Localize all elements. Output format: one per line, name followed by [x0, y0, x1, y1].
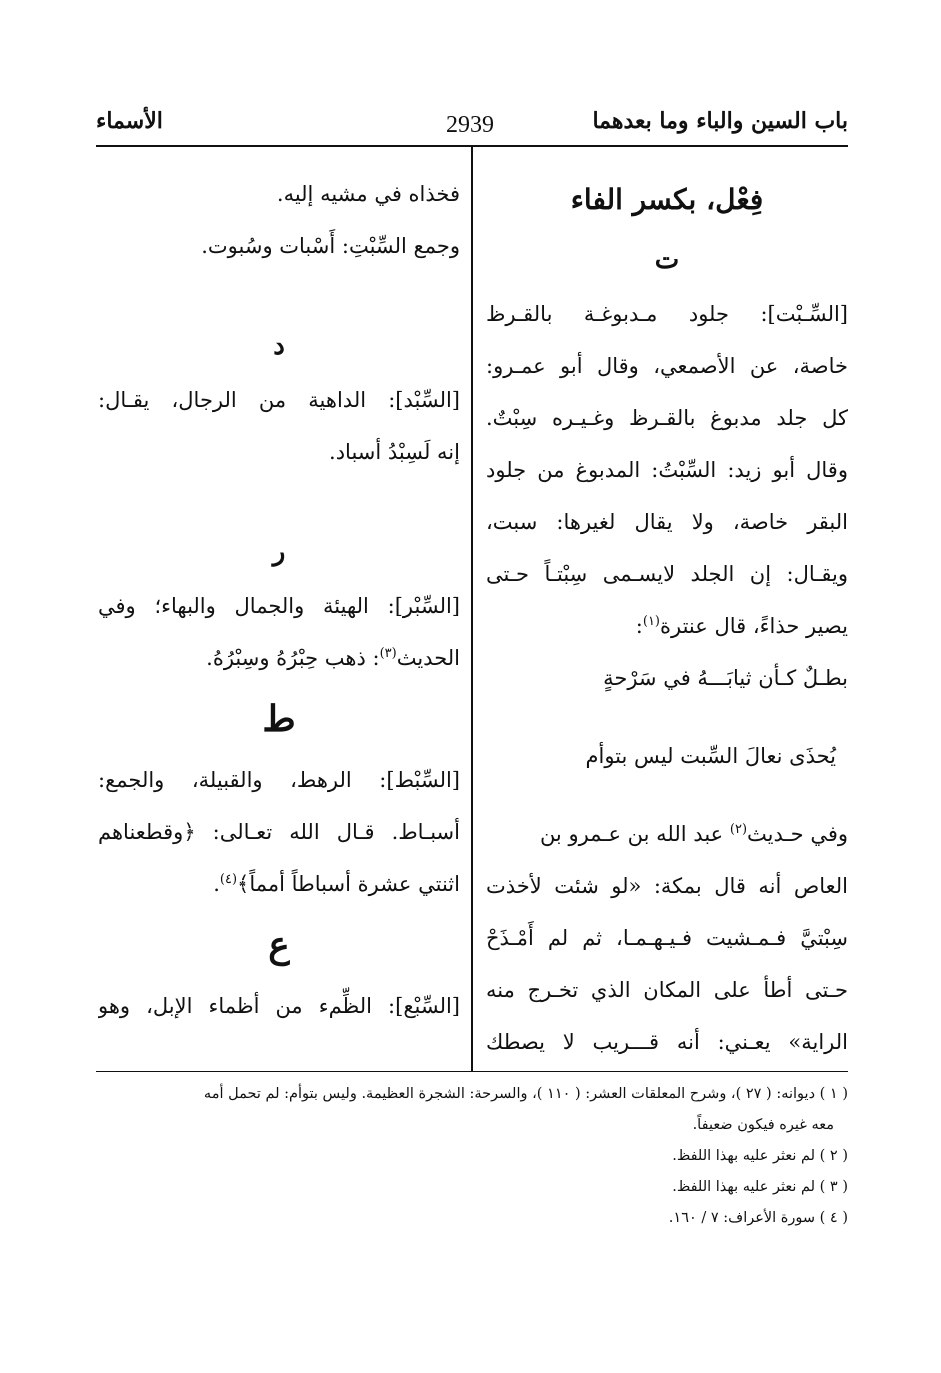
section-title: الأسماء	[96, 108, 163, 134]
left-column	[98, 168, 460, 1032]
text-line: [السِّبْط]: الرهط، والقبيلة، والجمع:	[98, 768, 460, 792]
text-line	[486, 808, 848, 860]
text-line: حـتى أطأ على المكان الذي تخـرج منه	[486, 978, 848, 1002]
line-text: وفي حـديث	[747, 822, 848, 846]
line-text: عبد الله بن عـمرو بن	[539, 822, 724, 846]
colon: :	[635, 614, 643, 638]
column-separator	[471, 146, 473, 1072]
spacer	[486, 704, 848, 730]
text-line: ويقـال: إن الجلد لايسـمى سِبْتـاً حـتى	[486, 562, 848, 586]
footnote-4: ( ٤ ) سورة الأعراف: ٧ / ١٦٠.	[668, 1210, 848, 1226]
text-line: خاصة، عن الأصمعي، وقال أبو عمـرو:	[486, 354, 848, 378]
text-line	[98, 858, 460, 910]
text-line: وقال أبو زيد: السِّبْتُ: المدبوغ من جلود	[486, 458, 848, 482]
footnote-ref: (٤)	[219, 872, 238, 887]
chapter-title: باب السين والباء وما بعدهما	[592, 108, 848, 134]
footnote-ref: (٣)	[379, 646, 397, 661]
spacer	[486, 782, 848, 808]
text-line: إنه لَسِبْدُ أسباد.	[329, 440, 460, 464]
letter-heading-ain: ع	[268, 924, 290, 966]
line-text: اثنتي عشرة أسباطاً أمماً﴾	[237, 872, 460, 896]
footnote-1-cont: معه غيره فيكون ضعيفاً.	[692, 1117, 834, 1133]
text-line: [السِّبْد]: الداهية من الرجال، يقـال:	[98, 388, 460, 412]
footnote-2: ( ٢ ) لم نعثر عليه بهذا اللفظ.	[672, 1148, 848, 1164]
line-text: يصير حذاءً، قال عنترة	[660, 614, 848, 638]
letter-heading-tta: ط	[262, 698, 296, 740]
letter-heading-ta: ت	[654, 245, 680, 275]
verse-hemistich-2: يُحذَى نعالَ السِّبت ليس بتوأم	[585, 744, 836, 768]
footnote-1: ( ١ ) ديوانه: ( ٢٧ )، وشرح المعلقات العشر: ( ١١٠ )، والسرحة: الشجرة العظيمة. وليس بتوأم: لم تحمل أمه	[203, 1086, 848, 1102]
letter-heading-dal: د	[273, 331, 285, 361]
text-line: سِبْتيَّ فـمـشيت فـيـهـمـا، ثم لم أَمْـذَحْ	[486, 926, 848, 950]
footnote-rule	[96, 1071, 848, 1072]
footnote-ref: (٢)	[729, 822, 748, 837]
right-column	[486, 168, 848, 1068]
footnotes	[96, 1079, 848, 1234]
line-text: الحديث	[396, 646, 460, 670]
text-line: أسبـاط. قـال الله تعـالى: ﴿وقطعناهم	[98, 820, 460, 844]
verse-hemistich-1: بطـلٌ كـأن ثيابَـــهُ في سَرْحةٍ	[603, 666, 848, 690]
text-line: [السِّبْر]: الهيئة والجمال والبهاء؛ وفي	[98, 594, 460, 618]
line-text: .	[213, 872, 220, 896]
text-line: البقر خاصة، ولا يقال لغيرها: سبت،	[486, 510, 848, 534]
footnote-3: ( ٣ ) لم نعثر عليه بهذا اللفظ.	[672, 1179, 848, 1195]
page-number: 2939	[446, 112, 494, 138]
text-line	[486, 600, 848, 652]
spacer	[98, 272, 460, 318]
text-line: الراية» يعـني: أنه قـــريب لا يصطك	[486, 1030, 848, 1054]
text-line: وجمع السِّبْتِ: أَسْبات وسُبوت.	[201, 234, 460, 258]
text-line: فخذاه في مشيه إليه.	[276, 182, 460, 206]
text-line: العاص أنه قال بمكة: «لو شئت لأخذت	[486, 874, 848, 898]
line-text: : ذهب حِبْرُهُ وسِبْرُهُ.	[206, 646, 380, 670]
pattern-heading: فِعْل، بكسر الفاء	[570, 183, 764, 216]
spacer	[98, 478, 460, 524]
text-line	[98, 632, 460, 684]
text-line: [السِّـبْت]: جلود مـدبوغـة بالقـرظ	[486, 302, 848, 326]
text-line: [السِّبْع]: الظِّمء من أظماء الإبل، وهو	[98, 994, 460, 1018]
text-line: كل جلد مدبوغ بالقـرظ وغـيـره سِبْتٌ.	[486, 406, 848, 430]
footnote-ref: (١)	[642, 614, 660, 629]
letter-heading-ra: ر	[272, 537, 286, 567]
page-header	[96, 100, 848, 146]
